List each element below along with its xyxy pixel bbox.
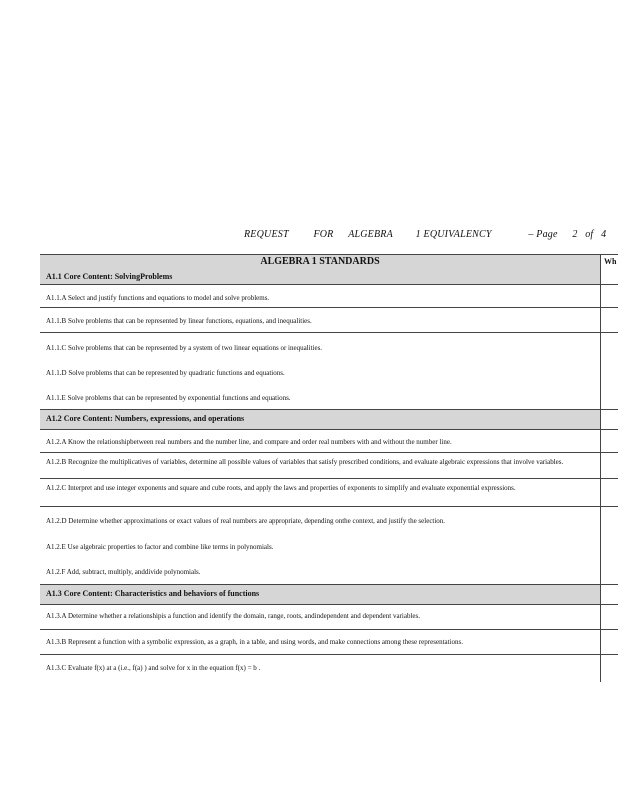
section-heading-a1-2: A1.2 Core Content: Numbers, expressions, and operations xyxy=(46,414,245,423)
row-divider xyxy=(40,409,618,410)
standards-table xyxy=(40,254,618,682)
section-heading-a1-1: A1.1 Core Content: SolvingProblems xyxy=(46,272,173,281)
table-border-top xyxy=(40,254,618,255)
table-row: A1.1.C Solve problems that can be represented by a system of two linear equations or inequalities. xyxy=(46,344,323,352)
section-row-a1-2 xyxy=(40,409,600,429)
row-divider xyxy=(40,429,618,430)
column-divider xyxy=(600,254,601,682)
row-divider xyxy=(40,284,618,285)
row-divider xyxy=(40,478,618,479)
row-divider xyxy=(40,604,618,605)
table-title: ALGEBRA 1 STANDARDS xyxy=(260,256,380,267)
row-divider xyxy=(40,307,618,308)
right-column-heading: Wh xyxy=(604,257,617,266)
row-divider xyxy=(40,506,618,507)
table-row: A1.2.E Use algebraic properties to factor and combine like terms in polynomials. xyxy=(46,543,274,551)
section-heading-a1-3: A1.3 Core Content: Characteristics and behaviors of functions xyxy=(46,589,260,598)
table-row: A1.2.F Add, subtract, multiply, anddivide polynomials. xyxy=(46,568,201,576)
table-row: A1.2.C Interpret and use integer exponents and square and cube roots, and apply the laws and properties of exponents to simplify and evaluate exponential expressions. xyxy=(46,484,516,492)
table-row: A1.1.D Solve problems that can be represented by quadratic functions and equations. xyxy=(46,369,285,377)
table-row: A1.2.A Know the relationshipbetween real numbers and the number line, and compare and order real numbers with and without the number line. xyxy=(46,438,452,446)
table-row: A1.1.B Solve problems that can be represented by linear functions, equations, and inequalities. xyxy=(46,317,312,325)
header-request: REQUEST xyxy=(244,229,289,240)
header-page-label: – Page xyxy=(528,229,558,240)
header-for: FOR xyxy=(313,229,334,240)
table-row: A1.3.C Evaluate f(x) at a (i.e., f(a) ) and solve for x in the equation f(x) = b . xyxy=(46,664,261,672)
table-row: A1.1.A Select and justify functions and equations to model and solve problems. xyxy=(46,294,270,302)
row-divider xyxy=(40,654,618,655)
header-equivalency: 1 EQUIVALENCY xyxy=(415,229,492,240)
header-page-number: 2 xyxy=(572,229,578,240)
row-divider xyxy=(40,332,618,333)
table-row: A1.3.A Determine whether a relationshipis a function and identify the domain, range, roots, andindependent and dependent variables. xyxy=(46,612,420,620)
section-row-a1-3 xyxy=(40,584,600,604)
row-divider xyxy=(40,584,618,585)
table-row: A1.1.E Solve problems that can be represented by exponential functions and equations. xyxy=(46,394,291,402)
header-page-total: 4 xyxy=(601,229,607,240)
row-divider xyxy=(40,629,618,630)
header-of: of xyxy=(585,229,594,240)
header-algebra: ALGEBRA xyxy=(348,229,393,240)
table-row: A1.3.B Represent a function with a symbolic expression, as a graph, in a table, and using words, and make connections among these representations. xyxy=(46,638,463,646)
table-row: A1.2.D Determine whether approximations or exact values of real numbers are appropriate, depending onthe context, and justify the selection. xyxy=(46,517,446,525)
document-header xyxy=(244,229,607,243)
row-divider xyxy=(40,452,618,453)
table-row: A1.2.B Recognize the multiplicatives of variables, determine all possible values of variables that satisfy prescribed conditions, and evaluate algebraic expressions that involve variables. xyxy=(46,458,564,466)
